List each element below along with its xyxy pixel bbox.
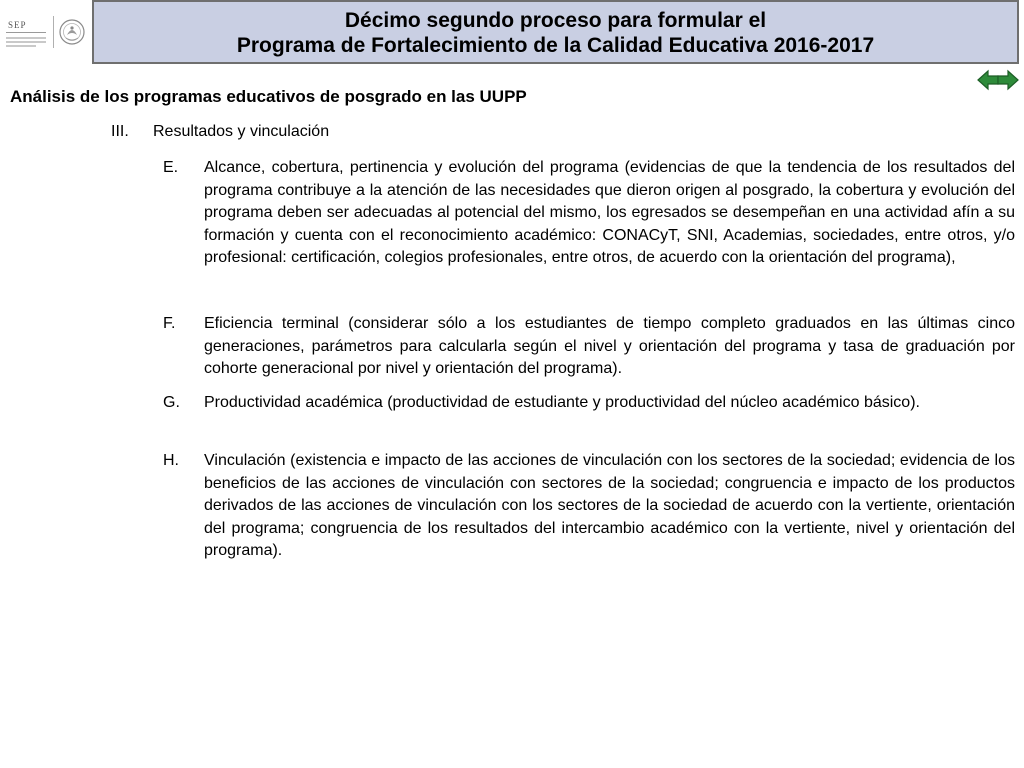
navigation-arrows	[976, 68, 1020, 92]
list-item-h	[163, 450, 1015, 563]
sep-logo-subtitle-line	[6, 37, 46, 39]
list-item-g	[163, 392, 1015, 415]
header-title-line-2: Programa de Fortalecimiento de la Calidad Educativa 2016-2017	[236, 34, 875, 57]
header-title	[94, 8, 1017, 58]
arrow-left-icon[interactable]	[978, 71, 998, 89]
header-title-line-1: Décimo segundo proceso para formular el	[344, 9, 767, 32]
logo-area	[0, 0, 90, 64]
list-item-text: Vinculación (existencia e impacto de las acciones de vinculación con los sectores de la sociedad; evidencia de los beneficios de las acciones de vinculación con sectores de la sociedad; congruencia e impacto de los productos derivados de las acciones de vinculación con los sectores de la sociedad de acuerdo con la vertiente, orientación del programa; congruencia de los resultados del intercambio académico con la vertiente, nivel y orientación del programa).	[204, 452, 1015, 560]
header-banner	[92, 0, 1019, 64]
list-item-text: Eficiencia terminal (considerar sólo a los estudiantes de tiempo completo graduados en las últimas cinco generaciones, parámetros para calcularla según el nivel y orientación del programa y tasa de graduación por cohorte generacional por nivel y orientación del programa).	[204, 315, 1015, 378]
sep-logo-subtitle-line	[6, 45, 36, 47]
subsection-number: III.	[111, 123, 129, 140]
mexican-eagle-seal-icon	[58, 16, 86, 48]
list-item-e	[163, 157, 1015, 270]
list-item-letter: H.	[163, 452, 179, 469]
list-item-f	[163, 313, 1015, 381]
sep-logo-subtitle-line	[6, 41, 46, 43]
list-item-text: Productividad académica (productividad de estudiante y productividad del núcleo académico básico).	[204, 394, 920, 411]
subsection-heading	[111, 122, 329, 142]
list-item-letter: G.	[163, 394, 180, 411]
sep-logo-rule	[6, 32, 46, 33]
list-item-letter: E.	[163, 159, 179, 176]
subsection-title: Resultados y vinculación	[153, 123, 330, 140]
sep-logo-text: SEP	[8, 20, 27, 30]
section-title: Análisis de los programas educativos de posgrado en las UUPP	[10, 87, 527, 106]
list-item-letter: F.	[163, 315, 176, 332]
list-item-text: Alcance, cobertura, pertinencia y evolución del programa (evidencias de que la tendencia de los resultados del programa contribuye a la atención de las necesidades que dieron origen al posgrado, la cobertura y evolución del programa deben ser adecuadas al potencial del mismo, los egresados se desempeñan en una actividad afín a su formación y cuenta con el reconocimiento académico: CONACyT, SNI, Academias, sociedades, entre otros, y/o profesional: certificación, colegios profesionales, entre otros, de acuerdo con la orientación del programa),	[204, 159, 1015, 267]
arrow-right-icon[interactable]	[998, 71, 1018, 89]
sep-logo	[6, 18, 50, 48]
logo-divider	[53, 16, 54, 48]
